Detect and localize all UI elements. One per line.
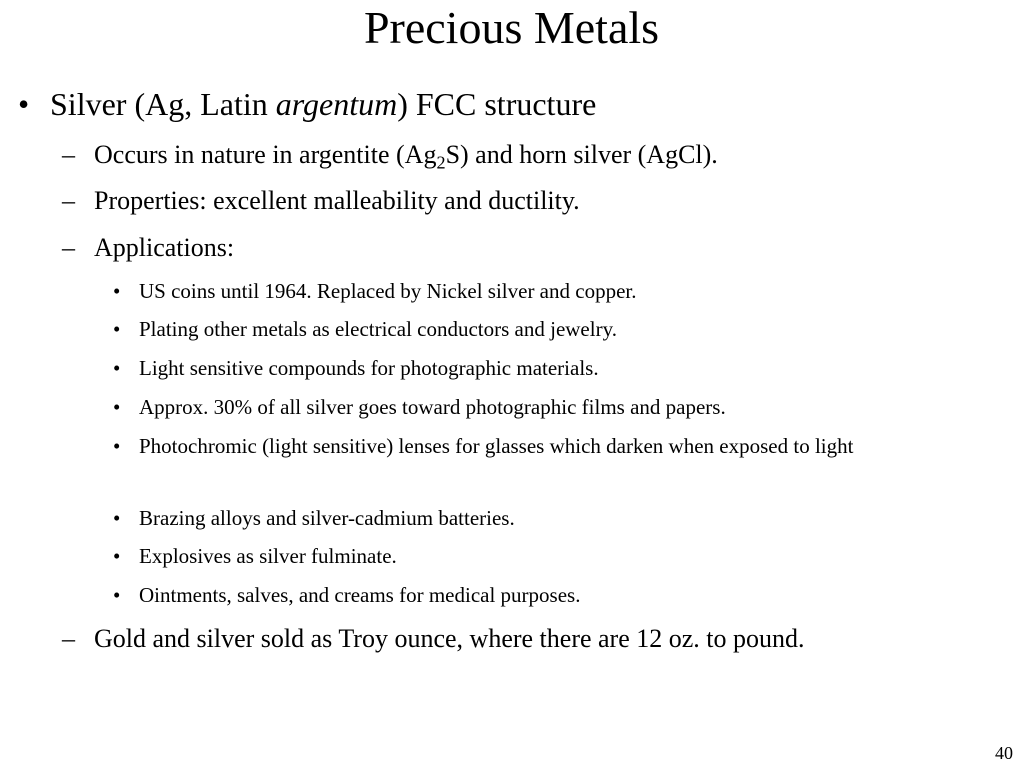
dash-marker: – <box>62 233 75 262</box>
subitem-troy <box>62 623 805 655</box>
application-item <box>113 430 1013 462</box>
application-text: Brazing alloys and silver-cadmium batteries. <box>139 506 515 530</box>
occurs-text-after: S) and horn silver (AgCl). <box>445 140 718 169</box>
dash-marker: – <box>62 140 75 169</box>
application-text: Light sensitive compounds for photographic materials. <box>139 356 599 380</box>
application-item <box>113 275 1013 307</box>
occurs-text-before: Occurs in nature in argentite (Ag <box>94 140 437 169</box>
silver-prefix: Silver (Ag, Latin <box>50 86 276 122</box>
application-text: Ointments, salves, and creams for medical purposes. <box>139 583 581 607</box>
bullet-silver <box>12 84 596 124</box>
silver-latin-name: argentum <box>275 86 398 122</box>
subitem-applications <box>62 232 234 264</box>
troy-text: Gold and silver sold as Troy ounce, where there are 12 oz. to pound. <box>94 624 805 653</box>
page-number: 40 <box>995 743 1013 763</box>
applications-label: Applications: <box>94 233 235 262</box>
subitem-occurs <box>62 139 718 171</box>
application-text: Approx. 30% of all silver goes toward photographic films and papers. <box>139 395 726 419</box>
application-text: Photochromic (light sensitive) lenses for glasses which darken when exposed to light <box>139 434 854 458</box>
application-item <box>113 579 1013 611</box>
application-item <box>113 313 1013 345</box>
application-text: Explosives as silver fulminate. <box>139 544 397 568</box>
bullet-dot: • <box>113 395 121 419</box>
bullet-dot: • <box>113 434 121 458</box>
dash-marker: – <box>62 624 75 653</box>
properties-text: Properties: excellent malleability and ductility. <box>94 186 580 215</box>
occurs-subscript: 2 <box>436 152 446 173</box>
bullet-dot: • <box>113 317 121 341</box>
bullet-dot: • <box>18 86 30 122</box>
bullet-dot: • <box>113 583 121 607</box>
application-text: Plating other metals as electrical conductors and jewelry. <box>139 317 617 341</box>
dash-marker: – <box>62 186 75 215</box>
bullet-dot: • <box>113 544 121 568</box>
subitem-properties <box>62 185 580 217</box>
application-item <box>113 540 1013 572</box>
silver-suffix: ) FCC structure <box>397 86 597 122</box>
application-text: US coins until 1964. Replaced by Nickel silver and copper. <box>139 279 637 303</box>
bullet-dot: • <box>113 506 121 530</box>
application-item <box>113 502 1013 534</box>
application-item <box>113 391 1013 423</box>
bullet-dot: • <box>113 356 121 380</box>
bullet-dot: • <box>113 279 121 303</box>
application-item <box>113 352 1013 384</box>
slide-title: Precious Metals <box>363 2 660 53</box>
